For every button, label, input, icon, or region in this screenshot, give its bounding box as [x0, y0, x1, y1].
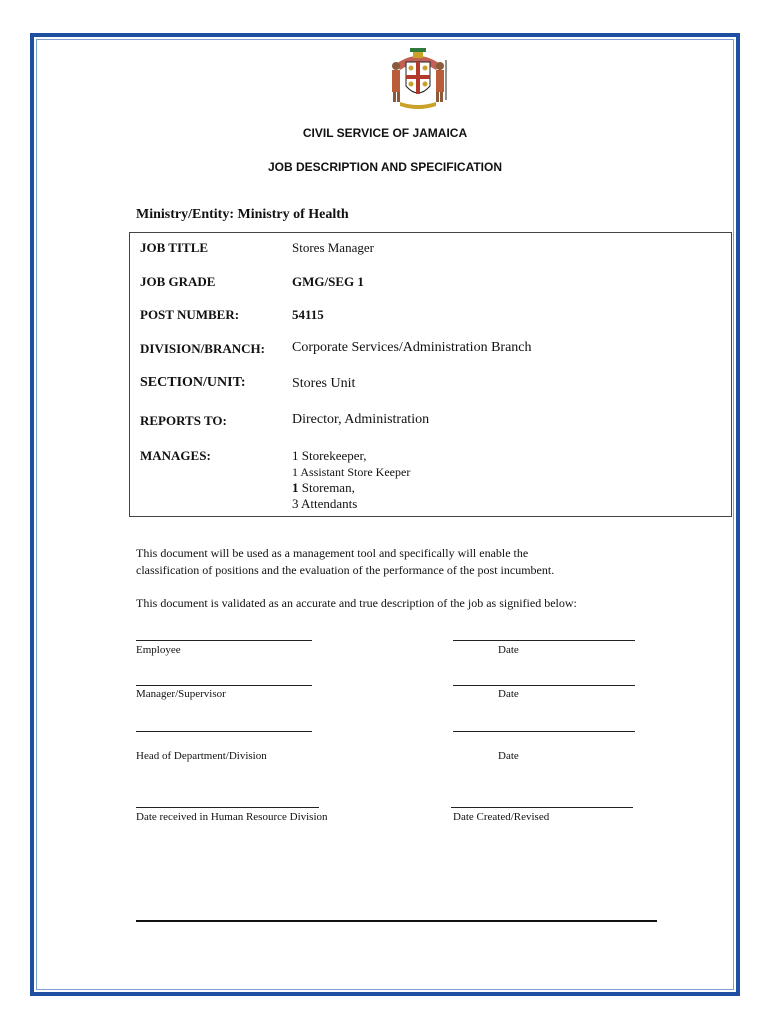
job-grade-label: JOB GRADE: [140, 274, 216, 289]
manages-item: 1 Assistant Store Keeper: [292, 465, 411, 479]
job-title-label: JOB TITLE: [140, 240, 209, 255]
section-value: Stores Unit: [292, 376, 356, 391]
manages-item-text: Storeman,: [298, 480, 355, 495]
organization-title: CIVIL SERVICE OF JAMAICA: [302, 126, 468, 140]
manager-caption: Manager/Supervisor: [136, 688, 226, 700]
date-line-3: [453, 731, 635, 732]
date-caption-1: Date: [498, 644, 519, 656]
coat-of-arms-icon: [382, 44, 454, 110]
ministry-heading: Ministry/Entity: Ministry of Health: [136, 207, 349, 222]
head-signature-line: [136, 731, 312, 732]
date-caption-2: Date: [498, 688, 519, 700]
division-label: DIVISION/BRANCH:: [140, 341, 265, 356]
purpose-line-2: classification of positions and the evaluation of the performance of the post incumbent.: [136, 563, 555, 577]
hr-received-line: [136, 807, 319, 808]
manages-item: 1 Storeman,: [292, 480, 355, 495]
manages-label: MANAGES:: [140, 448, 211, 463]
document-title: JOB DESCRIPTION AND SPECIFICATION: [267, 160, 503, 174]
date-line-2: [453, 685, 635, 686]
post-number-value: 54115: [292, 307, 324, 322]
job-title-value: Stores Manager: [292, 240, 374, 255]
manager-signature-line: [136, 685, 312, 686]
validation-paragraph: This document is validated as an accurate and true description of the job as signified below:: [136, 596, 577, 610]
reports-to-label: REPORTS TO:: [140, 413, 227, 428]
reports-to-value: Director, Administration: [292, 412, 430, 427]
post-number-label: POST NUMBER:: [140, 307, 240, 322]
date-caption-3: Date: [498, 750, 519, 762]
created-revised-caption: Date Created/Revised: [453, 811, 550, 823]
head-caption: Head of Department/Division: [136, 750, 267, 762]
purpose-line-1: This document will be used as a management tool and specifically will enable the: [136, 546, 529, 560]
created-revised-line: [451, 807, 633, 808]
job-grade-value: GMG/SEG 1: [292, 274, 364, 289]
manages-item: 3 Attendants: [292, 496, 358, 511]
section-label: SECTION/UNIT:: [140, 375, 246, 390]
footer-rule: [136, 920, 657, 922]
employee-signature-line: [136, 640, 312, 641]
division-value: Corporate Services/Administration Branch: [292, 340, 532, 355]
manages-list: [292, 448, 410, 512]
manages-item: 1 Storekeeper,: [292, 448, 367, 463]
job-details-box: [129, 232, 732, 517]
employee-caption: Employee: [136, 644, 181, 656]
hr-received-caption: Date received in Human Resource Division: [136, 811, 328, 823]
date-line-1: [453, 640, 635, 641]
purpose-paragraph: [136, 545, 656, 579]
